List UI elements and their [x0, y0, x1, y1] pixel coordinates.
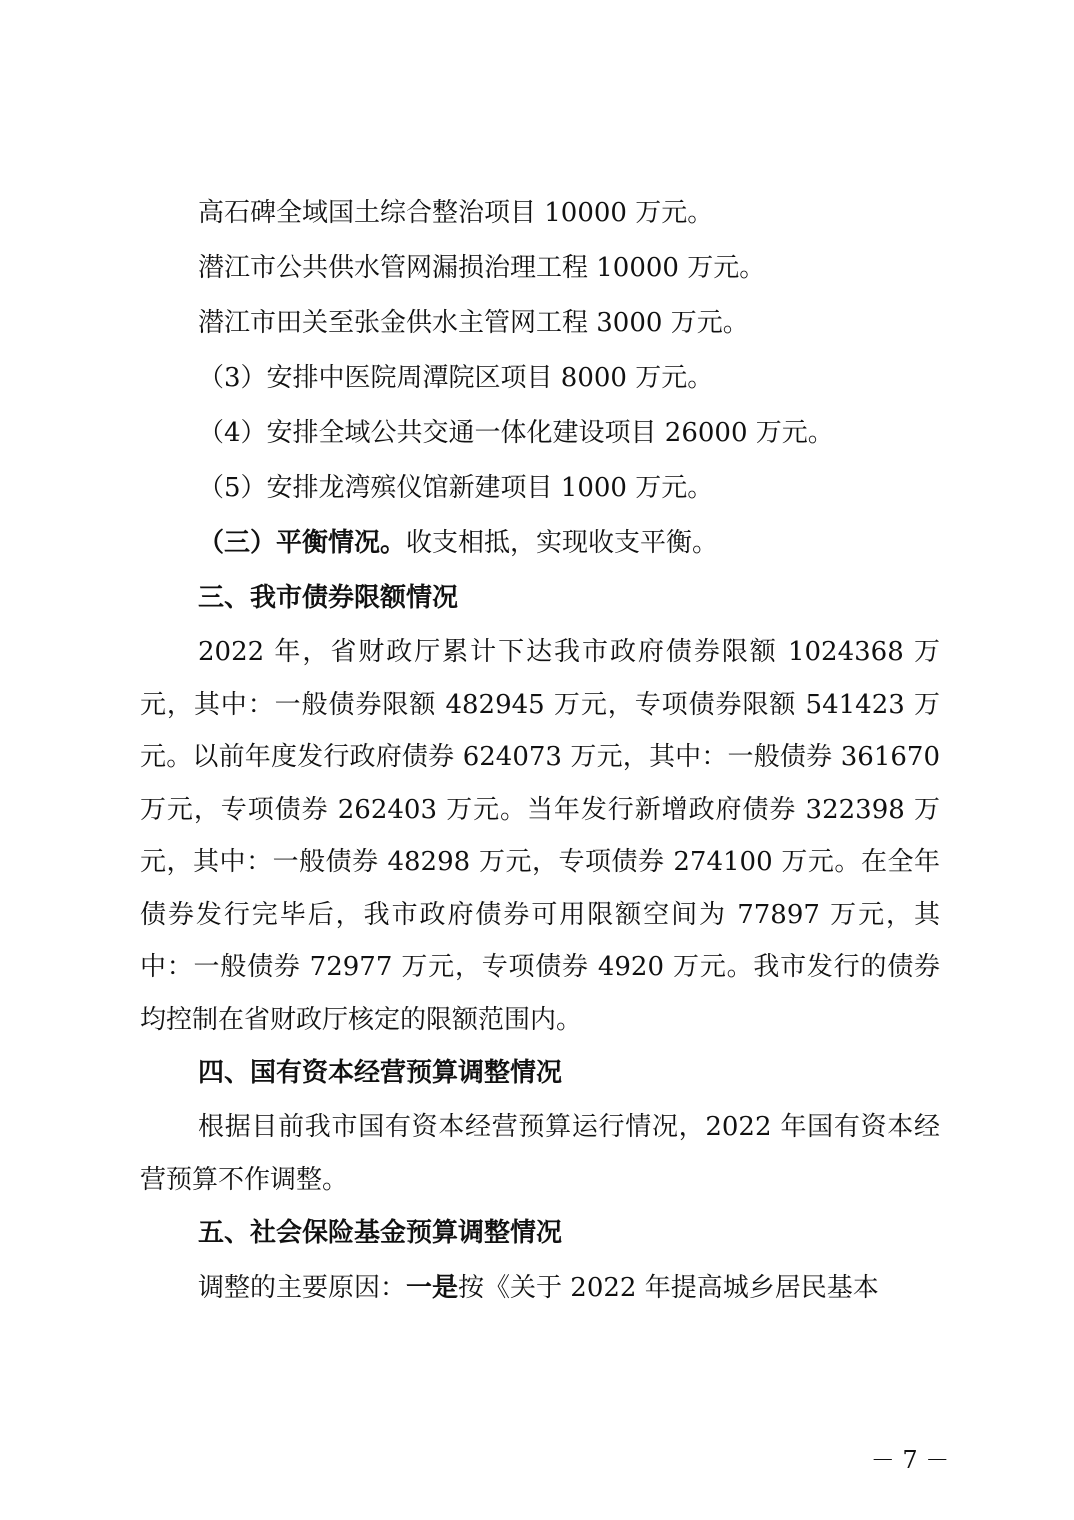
text-line: 高石碑全域国土综合整治项目 10000 万元。 — [198, 198, 714, 228]
balance-line — [140, 516, 940, 571]
section-5-para-bold: 一是 — [406, 1273, 459, 1303]
section-5-para-start: 调整的主要原因： — [198, 1273, 407, 1303]
section-4-heading: 四、国有资本经营预算调整情况 — [198, 1058, 563, 1088]
section-3-heading: 三、我市债券限额情况 — [198, 583, 459, 613]
text-line: （5）安排龙湾殡仪馆新建项目 1000 万元。 — [198, 473, 714, 503]
section-5-para-rest: 按《关于 2022 年提高城乡居民基本 — [458, 1273, 879, 1303]
document-body — [140, 186, 940, 1316]
balance-text: 收支相抵，实现收支平衡。 — [406, 528, 719, 558]
section-5-heading: 五、社会保险基金预算调整情况 — [198, 1218, 563, 1248]
section-3-paragraph: 2022 年，省财政厅累计下达我市政府债券限额 1024368 万元，其中：一般债券限额 482945 万元，专项债券限额 541423 万元。以前年度发行政府债券 624073 万元，其中：一般债券 361670 万元，专项债券 262403 万元。当年发行新增政府债券 322398 万元，其中：一般债券 48298 万元，专项债券 274100 万元。在全年债券发行完毕后，我市政府债券可用限额空间为 77897 万元，其中：一般债券 72977 万元，专项债券 4920 万元。我市发行的债券均控制在省财政厅核定的限额范围内。 — [140, 637, 940, 1035]
text-line: （4）安排全域公共交通一体化建设项目 26000 万元。 — [198, 418, 834, 448]
balance-lead: （三）平衡情况。 — [198, 528, 407, 558]
text-line: 潜江市公共供水管网漏损治理工程 10000 万元。 — [198, 253, 766, 283]
text-line: （3）安排中医院周潭院区项目 8000 万元。 — [198, 363, 714, 393]
section-4-paragraph: 根据目前我市国有资本经营预算运行情况，2022 年国有资本经营预算不作调整。 — [140, 1112, 940, 1195]
page-number: － 7 － — [870, 1446, 950, 1474]
section-5-paragraph — [140, 1261, 940, 1316]
text-line: 潜江市田关至张金供水主管网工程 3000 万元。 — [198, 308, 749, 338]
